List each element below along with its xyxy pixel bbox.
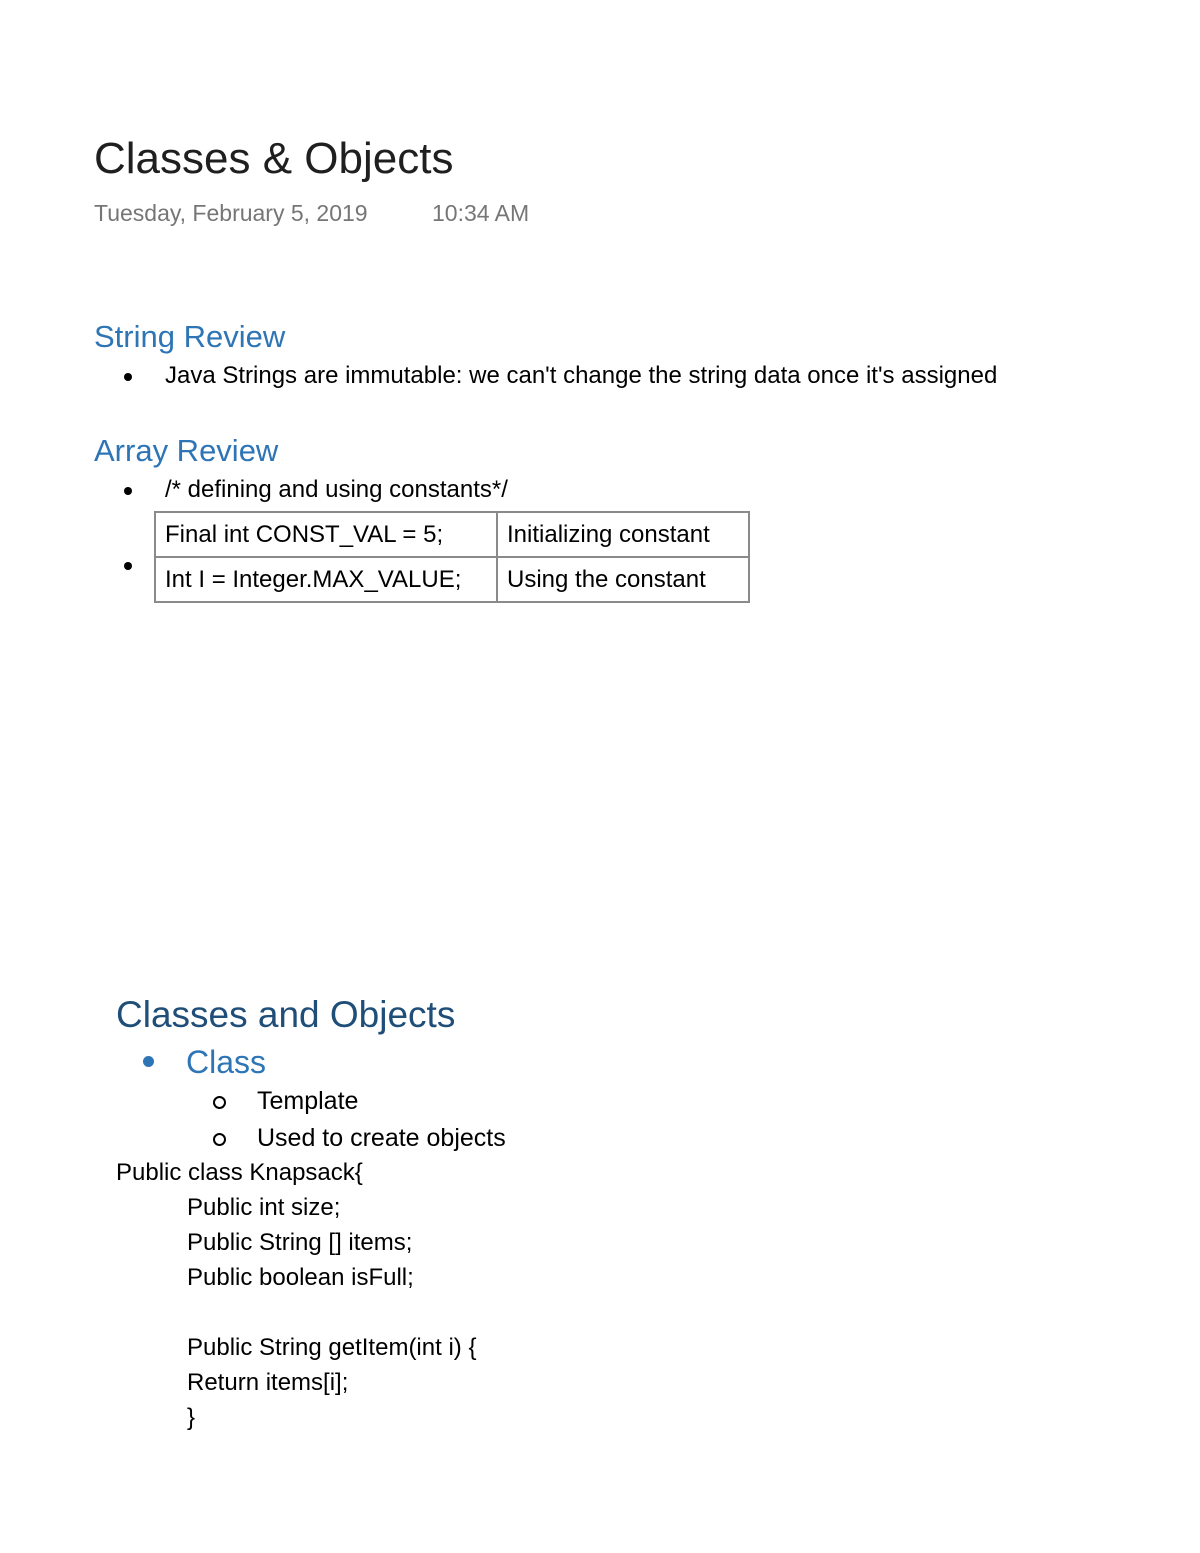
- class-bullet-label: Class: [186, 1044, 267, 1080]
- sub-item-template: Template: [257, 1087, 359, 1115]
- table-cell: Using the constant: [497, 557, 749, 602]
- table-cell: Initializing constant: [497, 512, 749, 557]
- constants-table: [154, 511, 750, 603]
- page-title: Classes & Objects: [94, 134, 454, 183]
- bullet-dot-icon: [124, 562, 132, 570]
- bullet-dot-icon: [124, 487, 132, 495]
- page-time: 10:34 AM: [432, 200, 530, 226]
- table-row: [155, 557, 749, 602]
- classes-section-heading: Classes and Objects: [116, 994, 456, 1035]
- page-date: Tuesday, February 5, 2019: [94, 200, 368, 226]
- hollow-circle-bullet-icon: [213, 1133, 226, 1146]
- table-cell: Final int CONST_VAL = 5;: [155, 512, 497, 557]
- code-line: Return items[i];: [187, 1369, 349, 1396]
- hollow-circle-bullet-icon: [213, 1096, 226, 1109]
- bullet-dot-icon: [124, 373, 132, 381]
- code-line: Public boolean isFull;: [187, 1264, 414, 1291]
- bullet-dot-icon: [143, 1056, 154, 1067]
- code-line: Public class Knapsack{: [116, 1159, 363, 1186]
- code-line: Public int size;: [187, 1194, 341, 1221]
- code-line: Public String getItem(int i) {: [187, 1334, 477, 1361]
- code-line: }: [187, 1404, 196, 1431]
- string-review-bullet: Java Strings are immutable: we can't change the string data once it's assigned: [165, 362, 998, 389]
- table-cell: Int I = Integer.MAX_VALUE;: [155, 557, 497, 602]
- string-review-heading: String Review: [94, 319, 286, 354]
- array-review-heading: Array Review: [94, 433, 279, 468]
- sub-item-used-to-create: Used to create objects: [257, 1124, 506, 1152]
- code-line: Public String [] items;: [187, 1229, 413, 1256]
- table-row: [155, 512, 749, 557]
- array-review-bullet: /* defining and using constants*/: [165, 476, 508, 503]
